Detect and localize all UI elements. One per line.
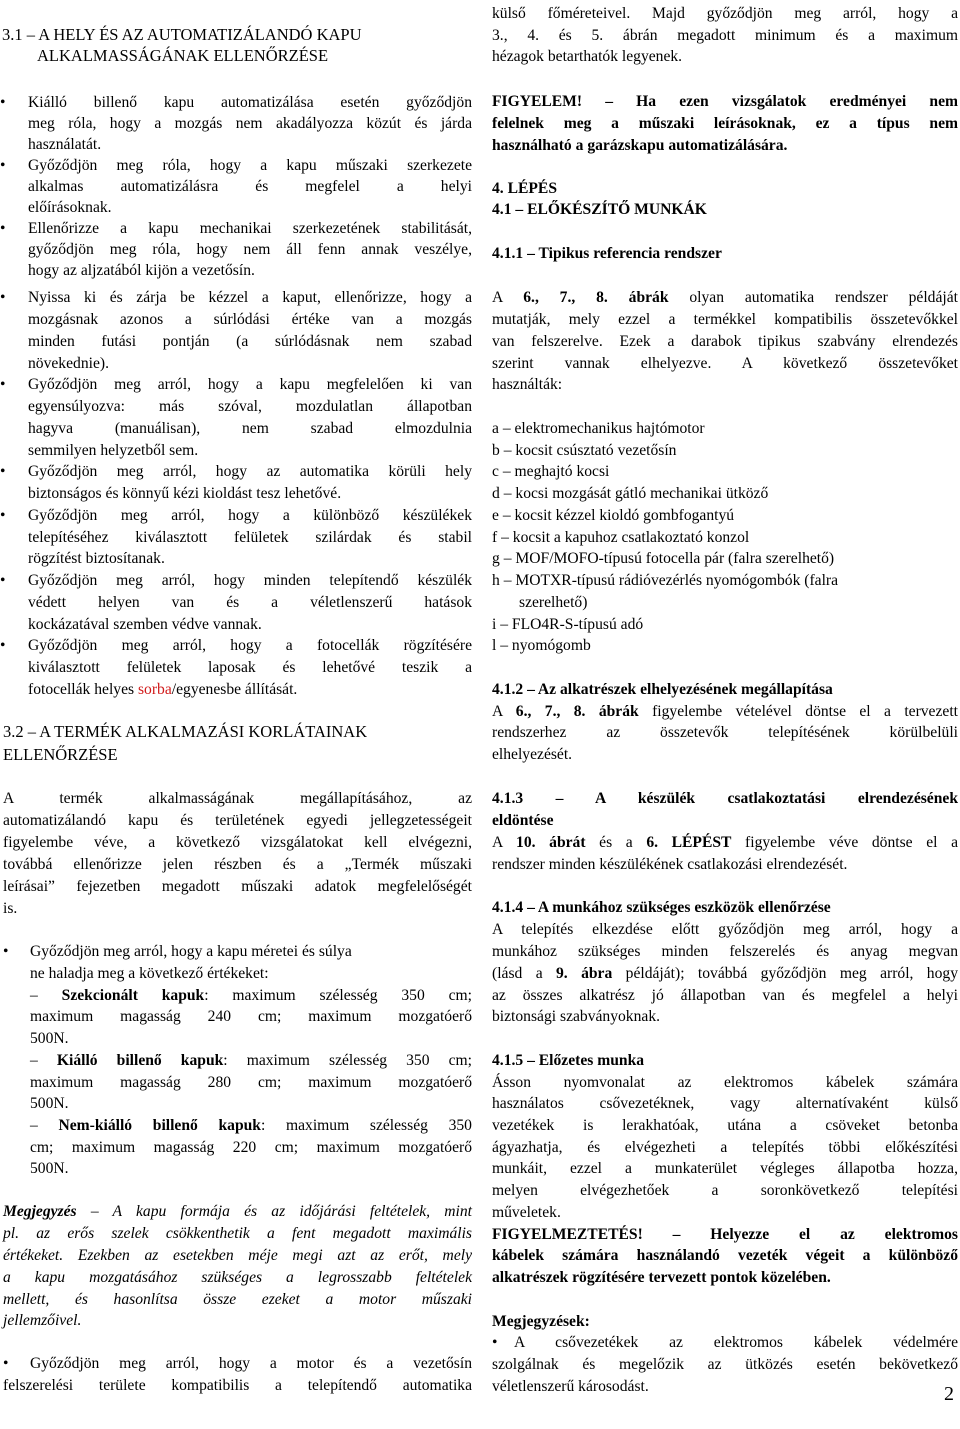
component-item-b: b – kocsit csúsztató vezetősín xyxy=(492,442,677,459)
bullet-text: hagyva (manuálisan), nem szabad elmozdulnia xyxy=(28,420,472,437)
component-item-a: a – elektromechanikus hajtómotor xyxy=(492,420,705,437)
paragraph-text: vezetékek is lerakhatóak, utána a csöveket betonba xyxy=(492,1117,958,1134)
paragraph-text: műveletek. xyxy=(492,1204,561,1221)
note-text: jellemzőivel. xyxy=(3,1312,82,1329)
paragraph-text: munkához szükséges minden felszerelés és anyag megvan xyxy=(492,943,958,960)
paragraph-text: A 6., 7., 8. ábrák olyan automatika rendszer példáját xyxy=(492,289,958,306)
bullet-icon: • xyxy=(0,157,6,174)
component-item-d: d – kocsi mozgását gátló mechanikai ütköző xyxy=(492,485,769,502)
bullet-text: meg róla, hogy a mozgás nem akadályozza közút és járda xyxy=(28,115,472,132)
limit-text: cm; maximum magasság 220 cm; maximum mozgatóerő xyxy=(30,1139,472,1156)
warning-text: felelnek meg a műszaki leírásoknak, ez a típus nem xyxy=(492,115,958,132)
bullet-text: védett helyen van és a véletlenszerű hatások xyxy=(28,594,472,611)
limit-non-protruding-doors: – Nem-kiálló billenő kapuk: maximum szélesség 350 xyxy=(30,1117,472,1134)
section-heading-3-1-cont: ALKALMASSÁGÁNAK ELLENŐRZÉSE xyxy=(37,46,329,65)
component-item-g: g – MOF/MOFO-típusú fotocella pár (falra szerelhető) xyxy=(492,550,835,567)
note-text: Megjegyzés – A kapu formája és az időjárási feltételek, mint xyxy=(3,1203,472,1220)
bullet-icon: • xyxy=(0,376,6,393)
paragraph-text: leírásai” fejezetben megadott műszaki adatok megfelelőségét xyxy=(3,878,472,895)
highlighted-word: sorba xyxy=(137,681,172,698)
paragraph-text: külső főméreteivel. Majd győződjön meg arról, hogy a xyxy=(492,5,958,22)
bullet-text: alkalmas automatizálásra és megfelel a helyi xyxy=(28,178,472,195)
limit-protruding-doors: – Kiálló billenő kapuk: maximum szélesség 350 cm; xyxy=(30,1052,472,1069)
warning-text: FIGYELMEZTETÉS! – Helyezze el az elektromos xyxy=(492,1226,958,1243)
note-text: a kapu mozgatásához szükséges a legrosszabb feltételek xyxy=(3,1269,472,1286)
limit-text: maximum magasság 240 cm; maximum mozgatóerő xyxy=(30,1008,472,1025)
bullet-text: Ellenőrizze a kapu mechanikai szerkezetének stabilitását, xyxy=(28,220,472,237)
component-item-l: l – nyomógomb xyxy=(492,637,591,654)
limit-sectional-doors: – Szekcionált kapuk: maximum szélesség 350 cm; xyxy=(30,987,472,1004)
bullet-icon: • xyxy=(0,94,6,111)
section-heading-3-2: 3.2 – A TERMÉK ALKALMAZÁSI KORLÁTAINAK xyxy=(3,722,368,741)
component-item-i: i – FLO4R-S-típusú adó xyxy=(492,616,644,633)
bullet-text: egyensúlyozva: más szóval, mozdulatlan állapotban xyxy=(28,398,472,415)
paragraph-text: rendszerhez az összetevők telepítésének körülbelüli xyxy=(492,724,958,741)
paragraph-text: 3., 4. és 5. ábrán megadott minimum és a maximum xyxy=(492,27,958,44)
bullet-text: Győződjön meg róla, hogy a kapu műszaki szerkezete xyxy=(28,157,472,174)
component-item-e: e – kocsit kézzel kioldó gombfogantyú xyxy=(492,507,735,524)
bullet-icon: • xyxy=(0,289,6,306)
component-item-f: f – kocsit a kapuhoz csatlakoztató konzol xyxy=(492,529,750,546)
paragraph-text: A telepítés elkezdése előtt győződjön meg arról, hogy a xyxy=(492,921,958,938)
bullet-icon: • xyxy=(0,507,6,524)
paragraph-text: rendszer minden készülékének csatlakozási elrendezését. xyxy=(492,856,848,873)
bullet-text: Győződjön meg arról, hogy a motor és a vezetősín xyxy=(30,1355,472,1372)
bullet-text: kiválasztott felületek laposak és lehetővé teszik a xyxy=(28,659,472,676)
paragraph-text: szerint vannak elhelyezve. A következő összetevőket xyxy=(492,355,958,372)
bullet-text: véletlenszerű károsodást. xyxy=(492,1378,649,1395)
paragraph-text: Ásson nyomvonalat az elektromos kábelek számára xyxy=(492,1074,958,1091)
limit-text: maximum magasság 280 cm; maximum mozgatóerő xyxy=(30,1074,472,1091)
paragraph-text: A 10. ábrát és a 6. LÉPÉST figyelembe véve döntse el a xyxy=(492,834,958,851)
paragraph-text: használatos csővezetéknek, vagy alternatívaként külső xyxy=(492,1095,958,1112)
section-heading-4-1-1: 4.1.1 – Tipikus referencia rendszer xyxy=(492,245,722,262)
section-heading-4-1-4: 4.1.4 – A munkához szükséges eszközök ellenőrzése xyxy=(492,899,831,916)
bullet-text: felszerelési területe kompatibilis a telepítendő automatika xyxy=(3,1377,472,1394)
paragraph-text: A 6., 7., 8. ábrák figyelembe vételével döntse el a tervezett xyxy=(492,703,958,720)
bullet-text: Győződjön meg arról, hogy a fotocellák rögzítésére xyxy=(28,637,472,654)
bullet-icon: • xyxy=(0,220,6,237)
bullet-text: telepítéséhez kiválasztott felületek szilárdak és stabil xyxy=(28,529,472,546)
section-heading-4-1-5: 4.1.5 – Előzetes munka xyxy=(492,1052,645,1069)
bullet-text: Győződjön meg arról, hogy a kapu méretei és súlya xyxy=(30,943,352,960)
warning-text: kábelek számára használandó vezeték végeit a különböző xyxy=(492,1247,958,1264)
page-number: 2 xyxy=(944,1383,954,1405)
bullet-text: ne haladja meg a következő értékeket: xyxy=(30,965,269,982)
bullet-icon: • xyxy=(0,463,6,480)
limit-text: 500N. xyxy=(30,1095,69,1112)
bullet-text: használatát. xyxy=(28,136,102,153)
warning-text: alkatrészek rögzítésére tervezett pontok közelében. xyxy=(492,1269,831,1286)
limit-text: 500N. xyxy=(30,1030,69,1047)
bullet-text: Kiálló billenő kapu automatizálása esetén győződjön xyxy=(28,94,472,111)
section-heading-4-1-2: 4.1.2 – Az alkatrészek elhelyezésének megállapítása xyxy=(492,681,833,698)
bullet-text: kockázatával szemben védve vannak. xyxy=(28,616,262,633)
paragraph-text: is. xyxy=(3,900,18,917)
bullet-text: győződjön meg róla, hogy nem áll fenn annak veszélye, xyxy=(28,241,472,258)
paragraph-text: A termék alkalmasságának megállapításához, az xyxy=(3,790,472,807)
bullet-text: semmilyen helyzetből sem. xyxy=(28,442,199,459)
warning-text: használható a garázskapu automatizálására. xyxy=(492,137,788,154)
bullet-text: növekednie). xyxy=(28,355,109,372)
bullet-text: szolgálnak és megelőzik az ütközés esetén bekövetkező xyxy=(492,1356,958,1373)
paragraph-text: melyen elvégezhetőek a soronkövetkező telepítési xyxy=(492,1182,958,1199)
paragraph-text: továbbá ellenőrizze jelen részben és a „Termék műszaki xyxy=(3,856,472,873)
component-item-c: c – meghajtó kocsi xyxy=(492,463,610,480)
paragraph-text: automatizálandó kapu és területének egyedi jellegzetességeit xyxy=(3,812,472,829)
section-heading-4-1: 4.1 – ELŐKÉSZÍTŐ MUNKÁK xyxy=(492,201,707,218)
bullet-icon: • xyxy=(0,572,6,589)
component-item-h-cont: szerelhető) xyxy=(519,594,588,611)
paragraph-text: figyelembe véve, a következő vizsgálatokat kell elvégezni, xyxy=(3,834,472,851)
step-heading: 4. LÉPÉS xyxy=(492,180,557,197)
section-heading-3-1: 3.1 – A HELY ÉS AZ AUTOMATIZÁLANDÓ KAPU xyxy=(2,25,362,44)
paragraph-text: van felszerelve. Ezek a darabok tipikus szabvány elrendezés xyxy=(492,333,958,350)
limit-text: 500N. xyxy=(30,1160,69,1177)
bullet-text: Győződjön meg arról, hogy a különböző készülékek xyxy=(28,507,472,524)
bullet-text: Nyissa ki és zárja be kézzel a kaput, ellenőrizze, hogy a xyxy=(28,289,472,306)
paragraph-text: munkáit, ezzel a munkaterület végleges állapotba hozza, xyxy=(492,1160,958,1177)
bullet-icon: • xyxy=(492,1334,498,1351)
section-heading-4-1-3: 4.1.3 – A készülék csatlakoztatási elrendezésének xyxy=(492,790,958,807)
bullet-text: Győződjön meg arról, hogy a kapu megfelelően ki van xyxy=(28,376,472,393)
bullet-text: rögzítést biztosítanak. xyxy=(28,550,165,567)
bullet-text: Győződjön meg arról, hogy minden telepítendő készülék xyxy=(28,572,472,589)
note-text: pl. az erős szelek csökkenthetik a fent megadott maximális xyxy=(3,1225,472,1242)
paragraph-text: mutatják, mely ezzel a termékkel kompatibilis összetevőkkel xyxy=(492,311,958,328)
bullet-text: biztonságos és könnyű kézi kioldást tesz lehetővé. xyxy=(28,485,342,502)
paragraph-text: használták: xyxy=(492,376,563,393)
bullet-text: mozgásnak azonos a súrlódási értéke van a mozgás xyxy=(28,311,472,328)
paragraph-text: ágyazhatja, és elvégezheti a telepítés többi előkészítési xyxy=(492,1139,958,1156)
note-text: mellett, és hasonlítsa össze ezeket a motor műszaki xyxy=(3,1291,472,1308)
section-heading-4-1-3-cont: eldöntése xyxy=(492,812,554,829)
bullet-icon: • xyxy=(0,637,6,654)
note-text: értékeket. Ezekben az esetekben méje megi azt az erőt, mely xyxy=(3,1247,472,1264)
bullet-text: fotocellák helyes sorba/egyenesbe állítását. xyxy=(28,681,298,698)
section-heading-3-2-cont: ELLENŐRZÉSE xyxy=(3,745,118,764)
paragraph-text: elhelyezését. xyxy=(492,746,573,763)
bullet-icon: • xyxy=(3,943,9,960)
bullet-text: A csővezetékek az elektromos kábelek védelmére xyxy=(514,1334,958,1351)
paragraph-text: (lásd a 9. ábra példáját); továbbá győződjön meg arról, hogy xyxy=(492,965,958,982)
bullet-text: Győződjön meg arról, hogy az automatika körüli hely xyxy=(28,463,472,480)
paragraph-text: hézagok betarthatók legyenek. xyxy=(492,48,683,65)
warning-text: FIGYELEM! – Ha ezen vizsgálatok eredményei nem xyxy=(492,93,958,110)
bullet-text: előírásoknak. xyxy=(28,199,112,216)
paragraph-text: az összes alkatrész jó állapotban van és megfelel a helyi xyxy=(492,987,958,1004)
bullet-text: minden futási pontján (a súrlódásnak nem szabad xyxy=(28,333,472,350)
notes-heading: Megjegyzések: xyxy=(492,1313,590,1330)
bullet-text: hogy az aljzatából kijön a vezetősín. xyxy=(28,262,255,279)
component-item-h: h – MOTXR-típusú rádióvezérlés nyomógombók (falra xyxy=(492,572,839,589)
bullet-icon: • xyxy=(3,1355,9,1372)
paragraph-text: biztonsági szabványoknak. xyxy=(492,1008,661,1025)
